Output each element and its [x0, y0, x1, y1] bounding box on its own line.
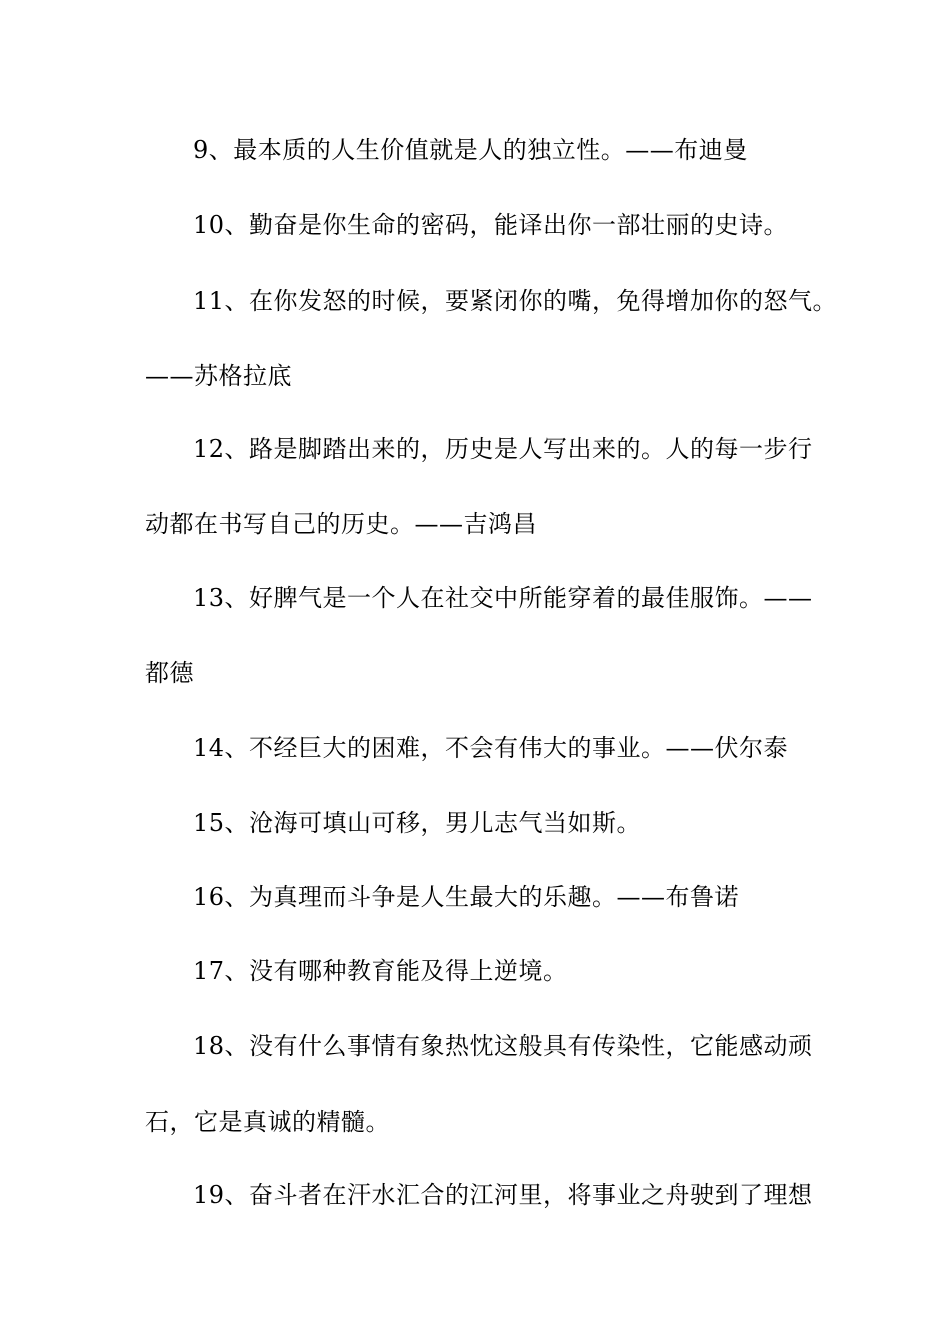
quote-14-line-1: 14、不经巨大的困难，不会有伟大的事业。——伏尔泰	[193, 734, 789, 762]
quote-17-line-1: 17、没有哪种教育能及得上逆境。	[193, 957, 568, 985]
quote-13-line-1: 13、好脾气是一个人在社交中所能穿着的最佳服饰。——	[193, 584, 813, 612]
quote-12-line-2: 动都在书写自己的历史。——吉鸿昌	[145, 510, 537, 538]
quote-18-line-2: 石，它是真诚的精髓。	[145, 1108, 390, 1136]
quote-13-line-2: 都德	[145, 659, 194, 687]
quote-15-line-1: 15、沧海可填山可移，男儿志气当如斯。	[193, 809, 642, 837]
quote-10-line-1: 10、勤奋是你生命的密码，能译出你一部壮丽的史诗。	[193, 211, 789, 239]
quote-9-line-1: 9、最本质的人生价值就是人的独立性。——布迪曼	[193, 136, 748, 164]
quote-19-line-1: 19、奋斗者在汗水汇合的江河里，将事业之舟驶到了理想	[193, 1181, 813, 1209]
quote-11-line-2: ——苏格拉底	[145, 362, 292, 390]
quote-18-line-1: 18、没有什么事情有象热忱这般具有传染性，它能感动顽	[193, 1032, 813, 1060]
quote-16-line-1: 16、为真理而斗争是人生最大的乐趣。——布鲁诺	[193, 883, 740, 911]
quote-12-line-1: 12、路是脚踏出来的，历史是人写出来的。人的每一步行	[193, 435, 813, 463]
quote-11-line-1: 11、在你发怒的时候，要紧闭你的嘴，免得增加你的怒气。	[193, 287, 838, 315]
